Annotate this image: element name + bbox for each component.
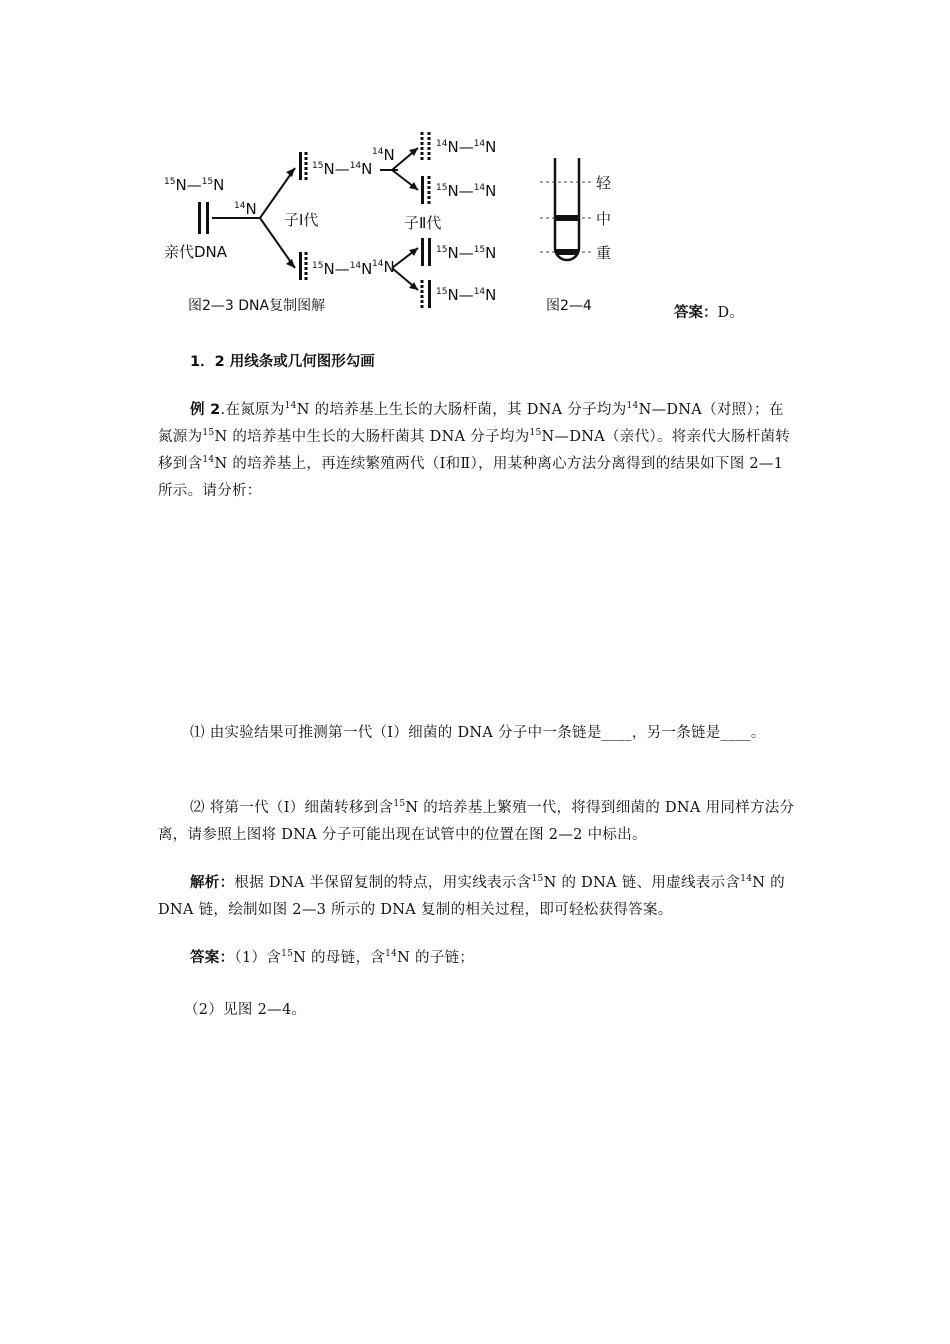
analysis-label: 解析： <box>190 875 235 891</box>
question-1-text: ⑴ 由实验结果可推测第一代（Ⅰ）细菌的 DNA 分子中一条链是____，另一条链是____。 <box>190 725 766 741</box>
gen1-top-strand: $^{15}$N—$^{14}$N <box>312 160 373 178</box>
gen2-mol3: $^{15}$N—$^{15}$N <box>436 244 497 262</box>
answer-label: 答案： <box>190 950 235 966</box>
question-2-sup: 15 <box>393 799 406 810</box>
example-text-6: N 的培养基上，再连续繁殖两代（Ⅰ和Ⅱ），用某种离心方法分离得到的结果如下图 2—1 所示。请分析： <box>158 456 784 499</box>
answer-line-2 <box>158 997 798 1024</box>
gen2-mol1: $^{14}$N—$^{14}$N <box>436 138 497 156</box>
gen2-label: 子Ⅱ代 <box>404 214 442 232</box>
tube-light-label: 轻 <box>596 174 612 192</box>
analysis-text-c: N 的 DNA 链，绘制如图 2—3 所示的 DNA 复制的相关过程，即可轻松获得答案。 <box>158 875 785 918</box>
gen1-bottom-strand: $^{15}$N—$^{14}$N <box>312 260 373 278</box>
question-2-text-b: N 的培养基上繁殖一代，将得到细菌的 DNA 用同样方法分离，请参照上图将 DNA 分子可能出现在试管中的位置在图 2—2 中标出。 <box>158 800 795 843</box>
analysis-sup-2: 14 <box>740 874 753 885</box>
gen1-label: 子I代 <box>284 211 319 229</box>
analysis-sup-1: 15 <box>531 874 544 885</box>
example-paragraph <box>158 397 798 505</box>
test-tube <box>540 158 594 260</box>
analysis-text-b: N 的 DNA 链、用虚线表示含 <box>543 875 741 891</box>
question-1 <box>158 720 798 747</box>
gen2-bottom-n14: $^{14}$N <box>372 258 395 276</box>
example-text-2: N 的培养基上生长的大肠杆菌，其 DNA 分子均为 <box>296 402 627 418</box>
tube-mid-label: 中 <box>596 210 612 228</box>
parent-strand-solid-1 <box>198 202 201 234</box>
caption-fig-2-3: 图2—3 DNA复制图解 <box>188 298 326 314</box>
n14-label: $^{14}$N <box>234 200 257 218</box>
band-heavy <box>556 249 578 255</box>
example-sup-1: 14 <box>284 401 297 412</box>
example-text-5: N—DNA（亲代）。将亲代大肠杆菌转移到含 <box>158 429 791 472</box>
caption-fig-2-4: 图2—4 <box>546 298 592 314</box>
answer-sup-2: 14 <box>385 949 398 960</box>
answer-top <box>674 301 744 322</box>
tube-heavy-label: 重 <box>596 244 612 262</box>
analysis-text-a: 根据 DNA 半保留复制的特点，用实线表示含 <box>234 875 532 891</box>
parent-dna-label: 亲代DNA <box>164 243 228 261</box>
example-sup-2: 14 <box>626 401 639 412</box>
parent-strand-labels: $^{15}$N—$^{15}$N <box>164 176 225 194</box>
band-middle <box>556 215 578 221</box>
answer-sup-1: 15 <box>281 949 294 960</box>
example-sup-4: 15 <box>529 428 542 439</box>
answer-top-label: 答案： <box>674 305 718 321</box>
dna-replication-diagram <box>160 130 640 320</box>
answer-text-b: N 的母链，含 <box>293 950 386 966</box>
question-2 <box>158 795 798 849</box>
answer-top-value: D。 <box>717 305 744 321</box>
answer-text-a: （1）含 <box>234 950 282 966</box>
answer-text-c: N 的子链； <box>397 950 475 966</box>
section-heading: 1．2 用线条或几何图形勾画 <box>190 354 375 370</box>
question-2-text-a: ⑵ 将第一代（Ⅰ）细菌转移到含 <box>190 800 394 816</box>
gen2-mol4: $^{15}$N—$^{14}$N <box>436 286 497 304</box>
answer-paragraph <box>158 945 798 972</box>
gen2-mol2: $^{15}$N—$^{14}$N <box>436 182 497 200</box>
answer-line-2-text: （2）见图 2—4。 <box>184 1002 307 1018</box>
example-text-3: N—DNA（对照）；在氮源为 <box>158 402 784 445</box>
example-sup-3: 15 <box>202 428 215 439</box>
example-text-1: .在氮原为 <box>220 402 285 418</box>
example-text-4: N 的培养基中生长的大肠杆菌其 DNA 分子均为 <box>214 429 530 445</box>
dna-replication-figure <box>160 130 640 320</box>
gen2-top-n14: $^{14}$N <box>372 146 395 164</box>
example-sup-5: 14 <box>202 455 215 466</box>
analysis-paragraph <box>158 870 798 924</box>
parent-strand-solid-2 <box>206 202 209 234</box>
example-label: 例 2 <box>190 402 221 418</box>
